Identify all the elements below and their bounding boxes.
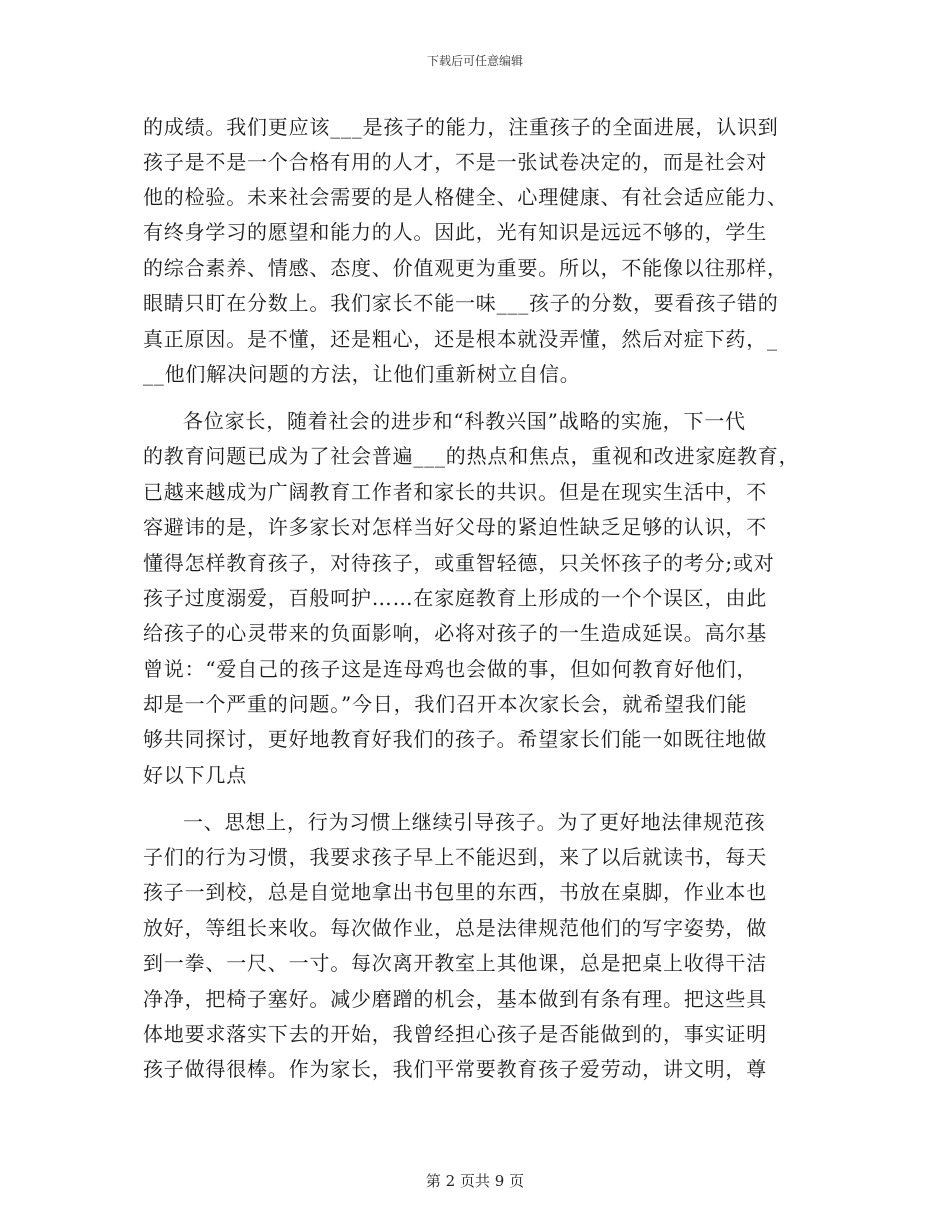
text-line: 的综合素养、情感、态度、价值观更为重要。所以，不能像以往那样， — [143, 256, 788, 280]
text-line: 容避讳的是，许多家长对怎样当好父母的紧迫性缺乏足够的认识，不 — [143, 515, 767, 539]
page-number: 第 2 页共 9 页 — [425, 1172, 525, 1190]
text-line: 懂得怎样教育孩子，对待孩子，或重智轻德，只关怀孩子的考分;或对 — [143, 551, 775, 575]
text-line: 眼睛只盯在分数上。我们家长不能一味___孩子的分数，要看孩子错的 — [143, 291, 779, 315]
text-line: 到一拳、一尺、一寸。每次离开教室上其他课，总是把桌上收得干洁 — [143, 951, 767, 975]
text-line: 一、思想上，行为习惯上继续引导孩子。为了更好地法律规范孩 — [183, 810, 766, 834]
text-line: 孩子一到校，总是自觉地拿出书包里的东西，书放在桌脚，作业本也 — [143, 880, 767, 904]
text-line: 真正原因。是不懂，还是粗心，还是根本就没弄懂，然后对症下药，_ — [143, 327, 778, 351]
text-line: 孩子过度溺爱，百般呵护……在家庭教育上形成的一个个误区，由此 — [143, 586, 767, 610]
text-line: 给孩子的心灵带来的负面影响，必将对孩子的一生造成延误。高尔基 — [143, 621, 767, 645]
text-line: 够共同探讨，更好地教育好我们的孩子。希望家长们能一如既往地做 — [143, 727, 767, 751]
text-line: 体地要求落实下去的开始，我曾经担心孩子是否能做到的，事实证明 — [143, 1022, 767, 1046]
text-line: 净净，把椅子塞好。减少磨蹭的机会，基本做到有条有理。把这些具 — [143, 987, 767, 1011]
text-line: 的成绩。我们更应该___是孩子的能力，注重孩子的全面进展，认识到 — [143, 115, 779, 139]
text-line: __他们解决问题的方法，让他们重新树立自信。 — [143, 362, 581, 386]
text-line: 孩子是不是一个合格有用的人才，不是一张试卷决定的，而是社会对 — [143, 150, 767, 174]
text-line: 子们的行为习惯，我要求孩子早上不能迟到，来了以后就读书，每天 — [143, 845, 767, 869]
page-header: 下载后可任意编辑 — [426, 54, 523, 68]
text-line: 他的检验。未来社会需要的是人格健全、心理健康、有社会适应能力、 — [143, 185, 788, 209]
text-line: 好以下几点 — [143, 763, 247, 787]
text-line: 放好，等组长来收。每次做作业，总是法律规范他们的写字姿势，做 — [143, 916, 767, 940]
text-line: 的教育问题已成为了社会普遍___的热点和焦点，重视和改进家庭教育， — [143, 444, 800, 468]
text-line: 曾说：“爱自己的孩子这是连母鸡也会做的事，但如何教育好他们， — [143, 657, 758, 681]
text-line: 各位家长，随着社会的进步和“科教兴国”战略的实施，下一代 — [183, 409, 746, 433]
text-line: 却是一个严重的问题。”今日，我们召开本次家长会，就希望我们能 — [143, 692, 748, 716]
text-line: 有终身学习的愿望和能力的人。因此，光有知识是远远不够的，学生 — [143, 220, 767, 244]
text-line: 孩子做得很棒。作为家长，我们平常要教育孩子爱劳动，讲文明，尊 — [143, 1057, 767, 1081]
text-line: 已越来越成为广阔教育工作者和家长的共识。但是在现实生活中，不 — [143, 480, 767, 504]
